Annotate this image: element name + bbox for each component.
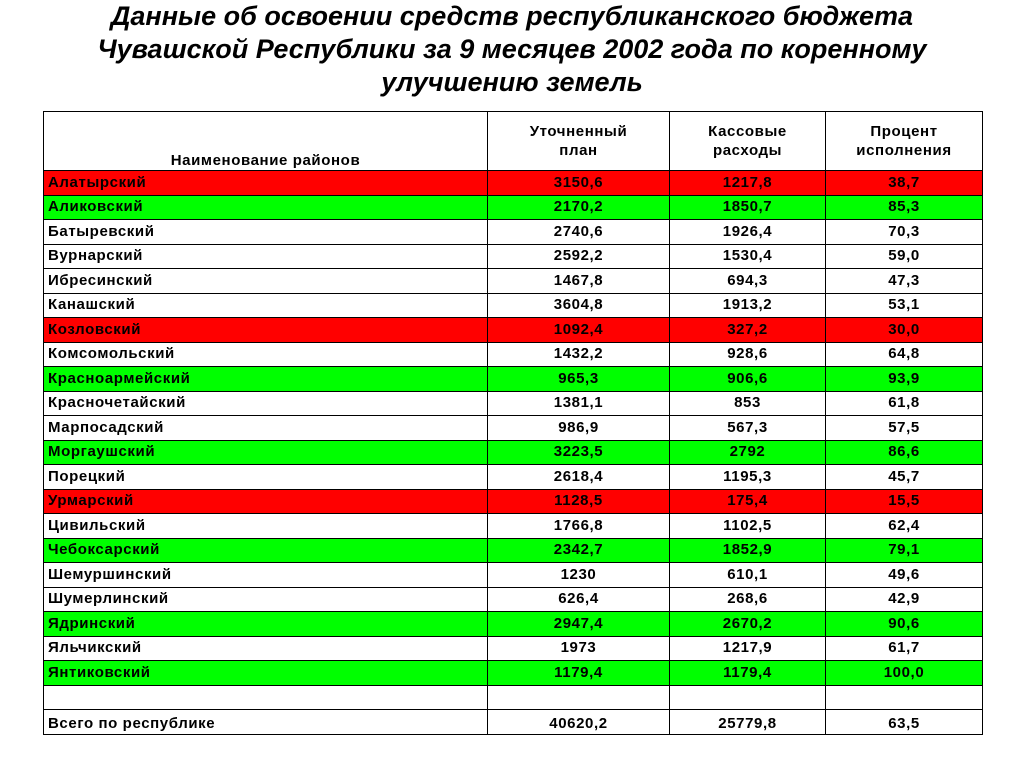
district-name-cell: Ибресинский — [44, 269, 488, 294]
plan-cell: 1766,8 — [488, 514, 670, 539]
plan-cell: 1092,4 — [488, 318, 670, 343]
table-row — [44, 514, 983, 539]
header-percent: Процент исполнения — [826, 112, 983, 171]
cash-cell: 1850,7 — [670, 195, 826, 220]
district-name-cell: Порецкий — [44, 465, 488, 490]
district-name-cell: Моргаушский — [44, 440, 488, 465]
cash-cell: 175,4 — [670, 489, 826, 514]
district-name-cell: Канашский — [44, 293, 488, 318]
plan-cell: 1179,4 — [488, 661, 670, 686]
cash-cell: 906,6 — [670, 367, 826, 392]
district-name-cell: Яльчикский — [44, 636, 488, 661]
percent-cell: 61,8 — [826, 391, 983, 416]
district-name-cell: Козловский — [44, 318, 488, 343]
district-name-cell: Чебоксарский — [44, 538, 488, 563]
district-name-cell: Шумерлинский — [44, 587, 488, 612]
district-name-cell: Урмарский — [44, 489, 488, 514]
district-name-cell: Ядринский — [44, 612, 488, 637]
empty-row — [44, 685, 983, 709]
plan-cell: 626,4 — [488, 587, 670, 612]
table-row — [44, 538, 983, 563]
plan-cell: 2342,7 — [488, 538, 670, 563]
percent-cell: 45,7 — [826, 465, 983, 490]
empty-cell — [44, 685, 488, 709]
cash-cell: 567,3 — [670, 416, 826, 441]
percent-cell: 47,3 — [826, 269, 983, 294]
table-body — [44, 171, 983, 735]
table-row — [44, 416, 983, 441]
title-line-3: улучшению земель — [381, 67, 643, 97]
plan-cell: 1381,1 — [488, 391, 670, 416]
empty-cell — [488, 685, 670, 709]
percent-cell: 86,6 — [826, 440, 983, 465]
district-name-cell: Красноармейский — [44, 367, 488, 392]
percent-cell: 57,5 — [826, 416, 983, 441]
cash-cell: 1195,3 — [670, 465, 826, 490]
plan-cell: 3223,5 — [488, 440, 670, 465]
table-row — [44, 465, 983, 490]
header-row — [44, 112, 983, 171]
percent-cell: 15,5 — [826, 489, 983, 514]
cash-cell: 268,6 — [670, 587, 826, 612]
plan-cell: 2947,4 — [488, 612, 670, 637]
table-row — [44, 636, 983, 661]
cash-cell: 1217,8 — [670, 171, 826, 196]
percent-cell: 85,3 — [826, 195, 983, 220]
total-percent-cell: 63,5 — [826, 709, 983, 734]
cash-cell: 928,6 — [670, 342, 826, 367]
cash-cell: 1217,9 — [670, 636, 826, 661]
table-row — [44, 244, 983, 269]
cash-cell: 327,2 — [670, 318, 826, 343]
title-line-1: Данные об освоении средств республиканского бюджета — [110, 1, 914, 31]
table-row — [44, 195, 983, 220]
total-plan-cell: 40620,2 — [488, 709, 670, 734]
header-plan: Уточненный план — [488, 112, 670, 171]
table-row — [44, 587, 983, 612]
percent-cell: 61,7 — [826, 636, 983, 661]
plan-cell: 3604,8 — [488, 293, 670, 318]
percent-cell: 42,9 — [826, 587, 983, 612]
percent-cell: 62,4 — [826, 514, 983, 539]
table-row — [44, 563, 983, 588]
plan-cell: 1230 — [488, 563, 670, 588]
cash-cell: 610,1 — [670, 563, 826, 588]
empty-cell — [670, 685, 826, 709]
district-name-cell: Цивильский — [44, 514, 488, 539]
district-name-cell: Марпосадский — [44, 416, 488, 441]
total-row — [44, 709, 983, 734]
table-row — [44, 269, 983, 294]
district-name-cell: Аликовский — [44, 195, 488, 220]
percent-cell: 90,6 — [826, 612, 983, 637]
table-row — [44, 293, 983, 318]
title-line-2: Чувашской Республики за 9 месяцев 2002 года по коренному — [97, 34, 927, 64]
percent-cell: 64,8 — [826, 342, 983, 367]
page-title — [0, 0, 1024, 99]
cash-cell: 1179,4 — [670, 661, 826, 686]
header-name: Наименование районов — [44, 112, 488, 171]
cash-cell: 853 — [670, 391, 826, 416]
total-cash-cell: 25779,8 — [670, 709, 826, 734]
cash-cell: 1913,2 — [670, 293, 826, 318]
plan-cell: 2592,2 — [488, 244, 670, 269]
percent-cell: 93,9 — [826, 367, 983, 392]
district-name-cell: Шемуршинский — [44, 563, 488, 588]
percent-cell: 30,0 — [826, 318, 983, 343]
table-row — [44, 367, 983, 392]
empty-cell — [826, 685, 983, 709]
percent-cell: 53,1 — [826, 293, 983, 318]
plan-cell: 2740,6 — [488, 220, 670, 245]
plan-cell: 1432,2 — [488, 342, 670, 367]
total-name-cell: Всего по республике — [44, 709, 488, 734]
district-name-cell: Красночетайский — [44, 391, 488, 416]
district-name-cell: Янтиковский — [44, 661, 488, 686]
district-name-cell: Батыревский — [44, 220, 488, 245]
table-row — [44, 440, 983, 465]
table-row — [44, 391, 983, 416]
header-cash: Кассовые расходы — [670, 112, 826, 171]
percent-cell: 70,3 — [826, 220, 983, 245]
table-row — [44, 220, 983, 245]
plan-cell: 1973 — [488, 636, 670, 661]
table-row — [44, 489, 983, 514]
table-row — [44, 171, 983, 196]
percent-cell: 100,0 — [826, 661, 983, 686]
table-row — [44, 661, 983, 686]
budget-table — [43, 111, 983, 735]
cash-cell: 1852,9 — [670, 538, 826, 563]
plan-cell: 2618,4 — [488, 465, 670, 490]
district-name-cell: Комсомольский — [44, 342, 488, 367]
table-row — [44, 342, 983, 367]
percent-cell: 79,1 — [826, 538, 983, 563]
cash-cell: 2670,2 — [670, 612, 826, 637]
cash-cell: 694,3 — [670, 269, 826, 294]
table-row — [44, 612, 983, 637]
district-name-cell: Вурнарский — [44, 244, 488, 269]
plan-cell: 1128,5 — [488, 489, 670, 514]
cash-cell: 1102,5 — [670, 514, 826, 539]
cash-cell: 1530,4 — [670, 244, 826, 269]
table-row — [44, 318, 983, 343]
plan-cell: 3150,6 — [488, 171, 670, 196]
percent-cell: 38,7 — [826, 171, 983, 196]
cash-cell: 1926,4 — [670, 220, 826, 245]
cash-cell: 2792 — [670, 440, 826, 465]
district-name-cell: Алатырский — [44, 171, 488, 196]
plan-cell: 986,9 — [488, 416, 670, 441]
plan-cell: 2170,2 — [488, 195, 670, 220]
percent-cell: 49,6 — [826, 563, 983, 588]
plan-cell: 965,3 — [488, 367, 670, 392]
plan-cell: 1467,8 — [488, 269, 670, 294]
percent-cell: 59,0 — [826, 244, 983, 269]
